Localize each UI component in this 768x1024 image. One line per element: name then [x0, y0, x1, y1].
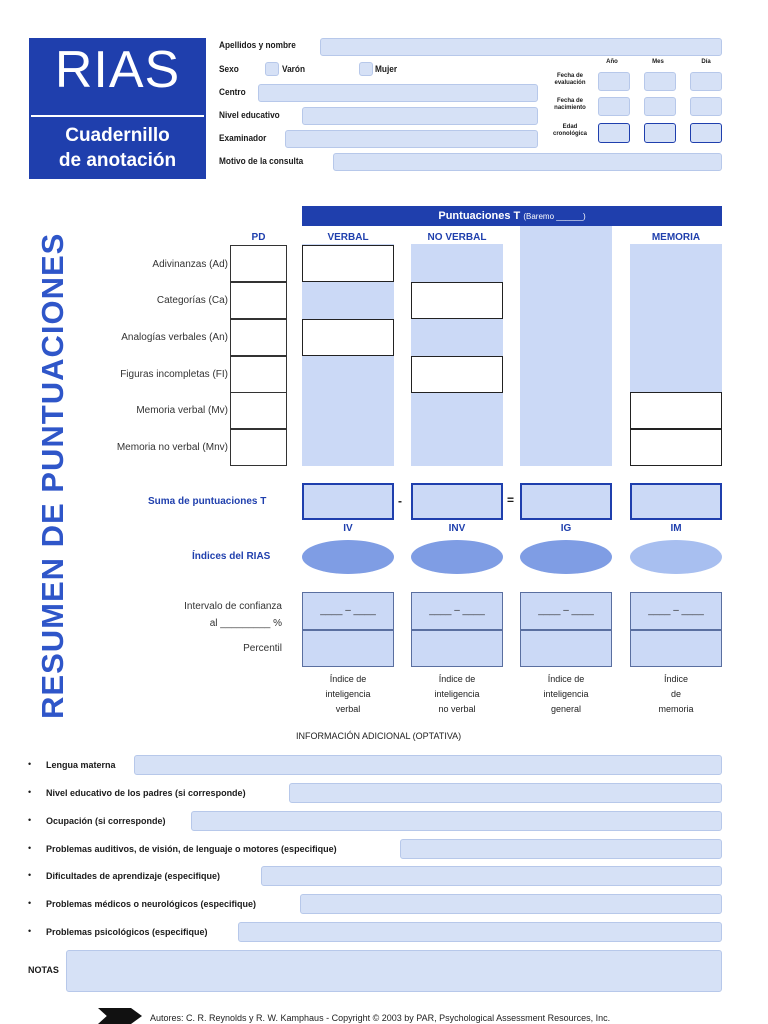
scores-banner — [302, 206, 722, 226]
checkbox-varon[interactable] — [265, 62, 279, 76]
row-label-categorias: Categorías (Ca) — [156, 295, 228, 306]
col-pd: PD — [251, 232, 266, 243]
t-box-memoria-mv[interactable] — [630, 392, 722, 429]
field-edad-mes[interactable] — [644, 123, 676, 143]
desc-im — [630, 672, 722, 717]
info-label-ocupacion: Ocupación (si corresponde) — [46, 816, 166, 826]
info-label-medicos: Problemas médicos o neurológicos (especifique) — [46, 899, 257, 909]
field-nivel-educativo[interactable] — [302, 107, 538, 125]
label-intervalo-2: al _________ % — [209, 618, 282, 629]
label-apellidos: Apellidos y nombre — [219, 40, 296, 50]
label-notas: NOTAS — [28, 965, 59, 975]
scores-banner-baremo: (Baremo ______) — [523, 212, 586, 221]
bullet-5: • — [28, 898, 32, 908]
label-edad-2: cronológica — [552, 131, 587, 137]
suma-box-no-verbal[interactable] — [411, 483, 503, 520]
desc-im-1: Índice — [663, 674, 689, 684]
desc-ig-3: general — [550, 704, 582, 714]
field-centro[interactable] — [258, 84, 538, 102]
logo-title: RIAS — [54, 41, 181, 99]
col-no-verbal: NO VERBAL — [427, 232, 487, 243]
label-fecha-nacimiento — [544, 98, 596, 112]
bullet-4: • — [28, 870, 32, 880]
desc-iv-3: verbal — [335, 704, 361, 714]
scores-banner-title: Puntuaciones T — [438, 210, 521, 222]
label-anio: Año — [606, 59, 618, 65]
index-ellipse-inv[interactable] — [411, 540, 503, 574]
info-title: INFORMACIÓN ADICIONAL (OPTATIVA) — [296, 731, 462, 741]
label-sexo: Sexo — [219, 64, 239, 74]
sign-minus: - — [398, 494, 402, 508]
label-fecha-nacimiento-1: Fecha de — [556, 98, 583, 104]
index-ellipse-ig[interactable] — [520, 540, 612, 574]
logo-divider — [31, 115, 204, 117]
ci-box-ig[interactable]: ____ – ____ — [520, 592, 612, 630]
band-no-verbal — [411, 244, 503, 466]
ci-box-im[interactable]: ____ – ____ — [630, 592, 722, 630]
row-label-figuras: Figuras incompletas (FI) — [120, 369, 228, 380]
index-ellipse-iv[interactable] — [302, 540, 394, 574]
label-fecha-nacimiento-2: nacimiento — [554, 105, 586, 111]
desc-iv-1: Índice de — [329, 674, 367, 684]
desc-iv — [302, 672, 394, 717]
field-examinador[interactable] — [285, 130, 538, 148]
desc-inv-1: Índice de — [438, 674, 476, 684]
label-nivel: Nivel educativo — [219, 110, 280, 120]
percentil-box-inv[interactable] — [411, 630, 503, 667]
info-field-lengua[interactable] — [134, 755, 722, 775]
field-eval-mes[interactable] — [644, 72, 676, 91]
label-indices: Índices del RIAS — [192, 551, 271, 562]
label-centro: Centro — [219, 87, 246, 97]
info-label-problemas-sensoriales: Problemas auditivos, de visión, de lenguaje o motores (especifique) — [46, 844, 337, 854]
info-field-psicologicos[interactable] — [238, 922, 722, 942]
info-label-nivel-padres: Nivel educativo de los padres (si corresponde) — [46, 788, 246, 798]
bullet-1: • — [28, 787, 32, 797]
t-box-verbal-ad[interactable] — [302, 245, 394, 282]
info-field-medicos[interactable] — [300, 894, 722, 914]
t-box-noverbal-fi[interactable] — [411, 356, 503, 393]
field-nac-anio[interactable] — [598, 97, 630, 116]
index-label-im: IM — [670, 523, 682, 534]
label-suma: Suma de puntuaciones T — [148, 496, 267, 507]
pd-box-mnv[interactable] — [230, 429, 287, 466]
field-nac-dia[interactable] — [690, 97, 722, 116]
info-field-problemas-sensoriales[interactable] — [400, 839, 722, 859]
label-edad-1: Edad — [562, 124, 578, 130]
percentil-box-ig[interactable] — [520, 630, 612, 667]
bullet-6: • — [28, 926, 32, 936]
label-edad-cronologica — [544, 124, 596, 138]
pd-box-mv[interactable] — [230, 392, 287, 429]
info-label-dificultades: Dificultades de aprendizaje (especifique) — [46, 871, 221, 881]
label-intervalo — [150, 598, 282, 632]
label-motivo: Motivo de la consulta — [219, 156, 304, 166]
info-label-psicologicos: Problemas psicológicos (especifique) — [46, 927, 208, 937]
label-intervalo-1: Intervalo de confianza — [184, 601, 282, 612]
ci-box-inv[interactable]: ____ – ____ — [411, 592, 503, 630]
suma-box-general[interactable] — [520, 483, 612, 520]
sign-equals: = — [507, 493, 515, 507]
field-motivo[interactable] — [333, 153, 722, 171]
label-mujer: Mujer — [375, 64, 398, 74]
field-notas[interactable] — [66, 950, 722, 992]
logo-subtitle — [29, 123, 206, 173]
index-label-inv: INV — [448, 523, 466, 534]
pd-box-an[interactable] — [230, 319, 287, 356]
label-examinador: Examinador — [219, 133, 267, 143]
bullet-2: • — [28, 815, 32, 825]
pd-box-ca[interactable] — [230, 282, 287, 319]
pd-box-ad[interactable] — [230, 245, 287, 282]
row-label-analogias: Analogías verbales (An) — [121, 332, 228, 343]
rias-logo — [29, 38, 206, 179]
info-field-nivel-padres[interactable] — [289, 783, 722, 803]
row-label-memoria-verbal: Memoria verbal (Mv) — [136, 405, 228, 416]
pd-box-fi[interactable] — [230, 356, 287, 393]
t-box-verbal-an[interactable] — [302, 319, 394, 356]
percentil-box-iv[interactable] — [302, 630, 394, 667]
index-label-iv: IV — [343, 523, 353, 534]
info-field-ocupacion[interactable] — [191, 811, 722, 831]
logo-subtitle-line2: de anotación — [58, 150, 177, 171]
desc-im-2: de — [670, 689, 681, 699]
band-general — [520, 226, 612, 466]
label-varon: Varón — [282, 64, 306, 74]
index-ellipse-im[interactable] — [630, 540, 722, 574]
desc-ig-1: Índice de — [547, 674, 585, 684]
index-label-ig: IG — [560, 523, 572, 534]
desc-iv-2: inteligencia — [325, 689, 371, 699]
desc-inv-3: no verbal — [438, 704, 476, 714]
bullet-3: • — [28, 843, 32, 853]
field-nac-mes[interactable] — [644, 97, 676, 116]
logo-subtitle-line1: Cuadernillo — [65, 125, 170, 146]
label-percentil: Percentil — [243, 643, 282, 654]
ci-box-iv[interactable]: ____ – ____ — [302, 592, 394, 630]
field-apellidos[interactable] — [320, 38, 722, 56]
desc-ig-2: inteligencia — [543, 689, 589, 699]
desc-inv — [411, 672, 503, 717]
row-label-adivinanzas: Adivinanzas (Ad) — [152, 259, 228, 270]
row-label-memoria-no-verbal: Memoria no verbal (Mnv) — [116, 442, 228, 453]
percentil-box-im[interactable] — [630, 630, 722, 667]
t-box-memoria-mnv[interactable] — [630, 429, 722, 466]
label-fecha-evaluacion-1: Fecha de — [556, 73, 583, 79]
field-eval-anio[interactable] — [598, 72, 630, 91]
field-edad-anio[interactable] — [598, 123, 630, 143]
section-title-resumen: RESUMEN DE PUNTUACIONES — [35, 232, 70, 719]
info-field-dificultades[interactable] — [261, 866, 722, 886]
info-label-lengua: Lengua materna — [46, 760, 116, 770]
desc-ig — [520, 672, 612, 717]
field-eval-dia[interactable] — [690, 72, 722, 91]
label-dia: Día — [701, 59, 711, 65]
suma-box-verbal[interactable] — [302, 483, 394, 520]
col-verbal: VERBAL — [327, 232, 369, 243]
desc-inv-2: inteligencia — [434, 689, 480, 699]
field-edad-dia[interactable] — [690, 123, 722, 143]
checkbox-mujer[interactable] — [359, 62, 373, 76]
footer-copyright: Autores: C. R. Reynolds y R. W. Kamphaus - Copyright © 2003 by PAR, Psychological Assessment Resources, Inc. — [150, 1013, 611, 1023]
label-fecha-evaluacion — [544, 73, 596, 87]
suma-box-memoria[interactable] — [630, 483, 722, 520]
t-box-noverbal-ca[interactable] — [411, 282, 503, 319]
publisher-logo — [98, 1008, 142, 1024]
col-memoria: MEMORIA — [651, 232, 701, 243]
bullet-0: • — [28, 759, 32, 769]
desc-im-3: memoria — [658, 704, 694, 714]
label-fecha-evaluacion-2: evaluación — [554, 80, 586, 86]
label-mes: Mes — [652, 59, 664, 65]
